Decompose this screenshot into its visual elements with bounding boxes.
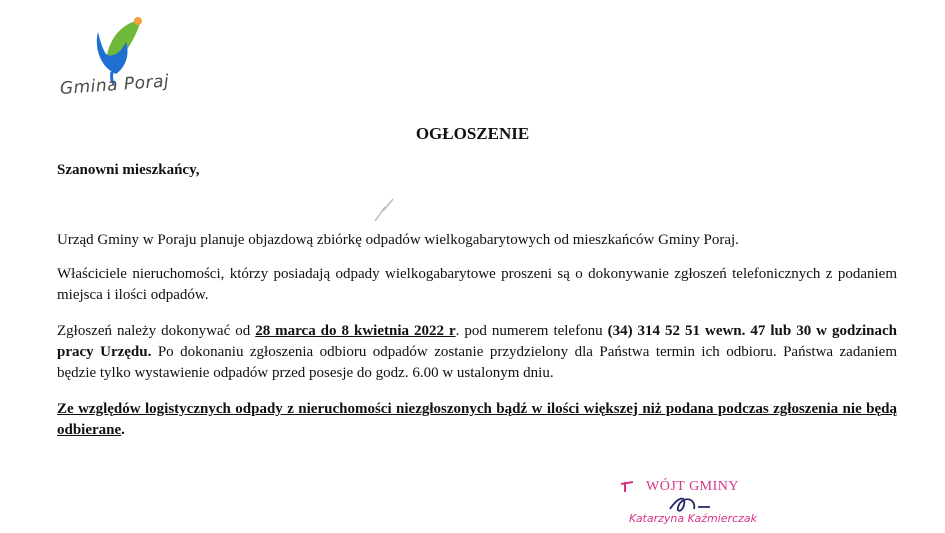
paragraph-2: Właściciele nieruchomości, którzy posiadają odpady wielkogabarytowe proszeni są o dokonywanie zgłoszeń telefonicznych z podaniem miejsca i ilości odpadów.: [57, 266, 897, 303]
stray-mark: [373, 197, 395, 223]
paragraph-3-part1: Zgłoszeń należy dokonywać od: [57, 323, 256, 339]
stamp-title: WÓJT GMINY: [646, 479, 740, 494]
paragraph-3-part2: . pod numerem telefonu: [455, 323, 608, 339]
logo-dot: [134, 17, 142, 25]
paragraph-4-end: .: [121, 422, 125, 438]
greeting: Szanowni mieszkańcy,: [57, 162, 200, 178]
paragraph-1: Urząd Gminy w Poraju planuje objazdową zbiórkę odpadów wielkogabarytowych od mieszkańców Gminy Poraj.: [57, 232, 739, 248]
paragraph-4: [57, 399, 897, 441]
paragraph-3: [57, 321, 897, 384]
paragraph-3-part3: Po dokonaniu zgłoszenia odbioru odpadów zostanie przydzielony dla Państwa termin ich odbioru. Państwa zadaniem będzie tylko wystawienie odpadów przed posesje do godz. 6.00 w ustalonym dniu.: [57, 344, 897, 381]
phone-number: (34) 314 52 51 wewn. 47 lub 30 w godzinach pracy Urzędu.: [57, 323, 897, 360]
logo-text: Gmina Poraj: [59, 71, 170, 99]
stamp-name: Katarzyna Kaźmierczak: [629, 512, 757, 525]
document-title: OGŁOSZENIE: [415, 124, 530, 143]
collection-dates: 28 marca do 8 kwietnia 2022 r: [255, 323, 456, 339]
paragraph-4-warning: Ze względów logistycznych odpady z nieruchomości niezgłoszonych bądź w ilości większej niż podana podczas zgłoszenia nie będą odbierane: [57, 401, 897, 438]
